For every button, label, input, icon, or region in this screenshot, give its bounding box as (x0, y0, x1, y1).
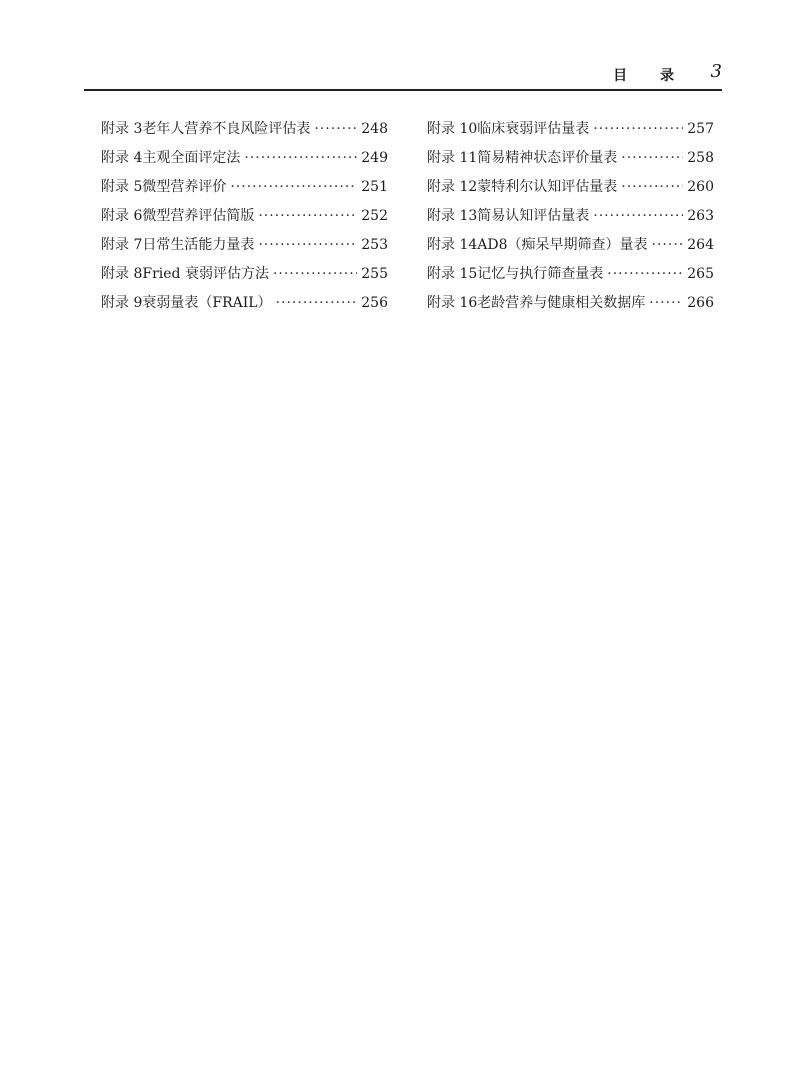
toc-entry[interactable] (427, 118, 714, 147)
toc-entry-title: 简易精神状态评价量表 (477, 150, 618, 166)
toc-entry-page: 258 (687, 150, 714, 166)
toc-entry[interactable] (427, 234, 714, 263)
toc-entry-page: 251 (361, 179, 388, 195)
toc-entry-title: Fried 衰弱评估方法 (142, 266, 269, 282)
toc-entry-title: 临床衰弱评估量表 (477, 121, 590, 137)
toc-entry-page: 253 (361, 237, 388, 253)
toc-entry-page: 256 (361, 295, 388, 311)
toc-entry-title: 蒙特利尔认知评估量表 (477, 179, 618, 195)
toc-entry-title: 日常生活能力量表 (142, 237, 255, 253)
leader-dots (230, 179, 357, 195)
leader-dots (258, 208, 357, 224)
toc-entry[interactable] (101, 118, 388, 147)
running-head-title: 目 录 (613, 68, 688, 84)
toc-entry-label: 附录 15 (427, 266, 478, 282)
toc-entry-label: 附录 12 (427, 179, 478, 195)
toc-entry-label: 附录 10 (427, 121, 478, 137)
leader-dots (649, 295, 683, 311)
toc-entry-label: 附录 13 (427, 208, 478, 224)
toc-entry-page: 266 (687, 295, 714, 311)
toc-entry[interactable] (101, 234, 388, 263)
toc-column-right (427, 118, 714, 321)
toc-entry-label: 附录 7 (101, 237, 143, 253)
toc-entry[interactable] (101, 263, 388, 292)
toc-column-left (101, 118, 388, 321)
toc-entry-page: 260 (687, 179, 714, 195)
toc-entry[interactable] (427, 205, 714, 234)
toc-entry-page: 252 (361, 208, 388, 224)
toc-entry[interactable] (101, 205, 388, 234)
leader-dots (273, 266, 357, 282)
page-header (0, 58, 722, 88)
toc-entry-title: 记忆与执行筛查量表 (477, 266, 604, 282)
toc-entry-label: 附录 8 (101, 266, 143, 282)
toc-entry-label: 附录 5 (101, 179, 143, 195)
leader-dots (276, 295, 358, 311)
toc-entry-title: 微型营养评价 (142, 179, 227, 195)
toc-entry-label: 附录 9 (101, 295, 143, 311)
toc-entry-page: 249 (361, 150, 388, 166)
toc-entry-label: 附录 3 (101, 121, 143, 137)
toc-entry[interactable] (427, 292, 714, 321)
toc-entry-title: AD8（痴呆早期筛查）量表 (477, 237, 648, 253)
leader-dots (244, 150, 357, 166)
toc-entry-page: 265 (687, 266, 714, 282)
toc-entry-title: 主观全面评定法 (142, 150, 241, 166)
leader-dots (652, 237, 684, 253)
toc-entry-title: 衰弱量表（FRAIL） (142, 295, 272, 311)
toc-entry[interactable] (101, 176, 388, 205)
toc-entry-label: 附录 16 (427, 295, 478, 311)
toc-entry-label: 附录 11 (427, 150, 478, 166)
toc-entry-page: 263 (687, 208, 714, 224)
leader-dots (258, 237, 357, 253)
toc-entry-page: 264 (687, 237, 714, 253)
header-rule (84, 89, 722, 91)
toc-entry-label: 附录 6 (101, 208, 143, 224)
leader-dots (593, 208, 683, 224)
toc-entry-page: 257 (687, 121, 714, 137)
toc-entry-title: 简易认知评估量表 (477, 208, 590, 224)
toc-entry-label: 附录 14 (427, 237, 478, 253)
toc-entry[interactable] (101, 292, 388, 321)
toc-entry-page: 248 (361, 121, 388, 137)
toc-entry-title: 老龄营养与健康相关数据库 (477, 295, 646, 311)
leader-dots (621, 150, 683, 166)
toc-entry-label: 附录 4 (101, 150, 143, 166)
toc-entry[interactable] (427, 263, 714, 292)
toc-entry-title: 微型营养评估简版 (142, 208, 255, 224)
leader-dots (314, 121, 357, 137)
leader-dots (593, 121, 683, 137)
leader-dots (607, 266, 683, 282)
toc-entry[interactable] (427, 176, 714, 205)
page-number: 3 (710, 61, 722, 82)
toc-entry-title: 老年人营养不良风险评估表 (142, 121, 311, 137)
toc-entry[interactable] (101, 147, 388, 176)
leader-dots (621, 179, 683, 195)
toc-entry[interactable] (427, 147, 714, 176)
toc-entry-page: 255 (361, 266, 388, 282)
